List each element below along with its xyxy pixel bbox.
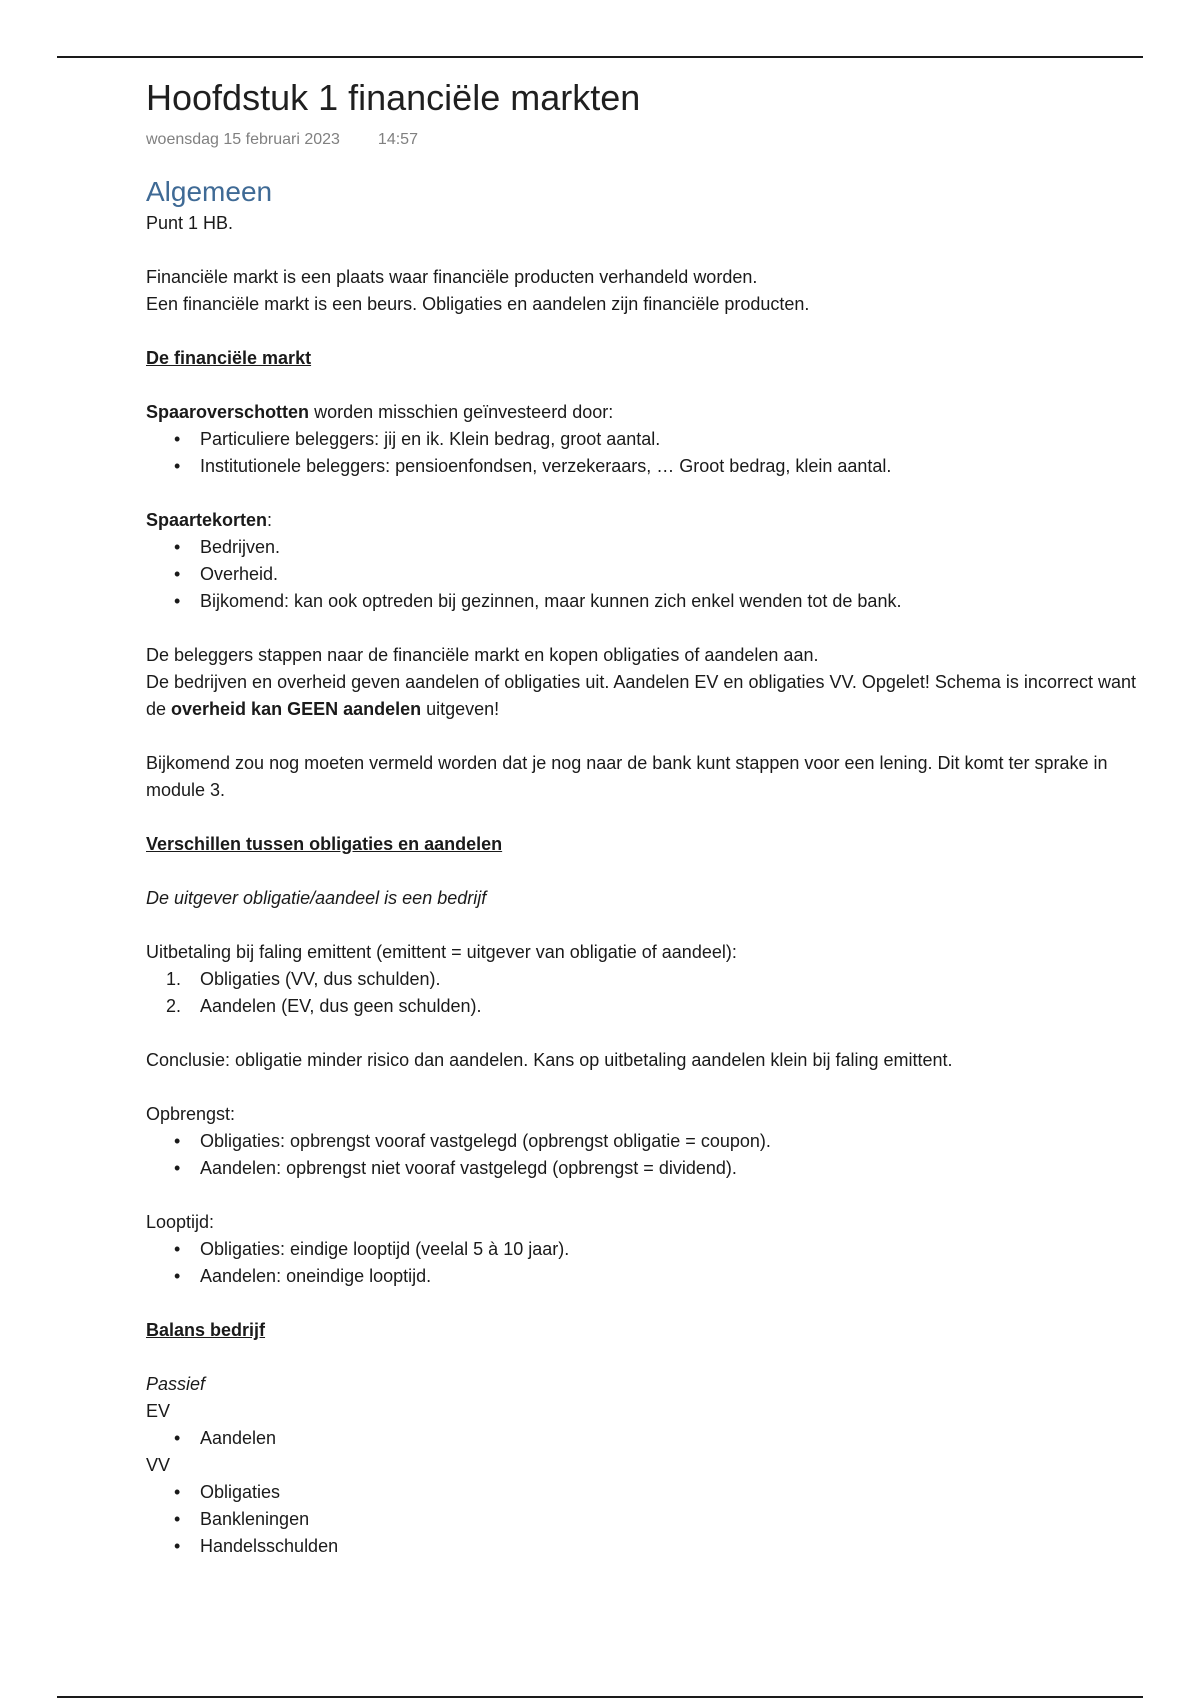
subheading-markt: De financiële markt	[146, 348, 312, 368]
spaartekorten-term: Spaartekorten	[146, 510, 268, 530]
list-item: • Overheid.	[146, 561, 1136, 588]
spaartekorten-text: :	[267, 510, 273, 530]
spaaroverschotten-line	[146, 399, 1136, 426]
bottom-rule	[57, 1696, 1143, 1698]
ev-list	[146, 1425, 1136, 1452]
page-time: 14:57	[377, 131, 418, 148]
list-item: • Bijkomend: kan ook optreden bij gezinnen, maar kunnen zich enkel wenden tot de bank.	[146, 588, 1136, 615]
page-date: woensdag 15 februari 2023	[146, 131, 340, 148]
list-text: Obligaties (VV, dus schulden).	[200, 969, 441, 989]
list-item	[146, 966, 1136, 993]
list-item: • Handelsschulden	[146, 1533, 1136, 1560]
list-item: • Particuliere beleggers: jij en ik. Klein bedrag, groot aantal.	[146, 426, 1136, 453]
looptijd-list	[146, 1236, 1136, 1290]
list-text: Aandelen (EV, dus geen schulden).	[200, 996, 482, 1016]
spaaroverschotten-list	[146, 426, 1136, 480]
list-item: • Bankleningen	[146, 1506, 1136, 1533]
list-item: • Aandelen: opbrengst niet vooraf vastgelegd (opbrengst = dividend).	[146, 1155, 1136, 1182]
spaaroverschotten-text: worden misschien geïnvesteerd door:	[309, 402, 614, 422]
vv-label: VV	[146, 1455, 171, 1475]
list-item: • Obligaties	[146, 1479, 1136, 1506]
page-meta	[146, 128, 1136, 152]
bank-paragraph: Bijkomend zou nog moeten vermeld worden dat je nog naar de bank kunt stappen voor een lening. Dit komt ter sprake in module 3.	[146, 753, 1108, 800]
ev-label: EV	[146, 1401, 171, 1421]
intro-line-3: Een financiële markt is een beurs. Obligaties en aandelen zijn financiële producten.	[146, 294, 810, 314]
uitbetaling-line: Uitbetaling bij faling emittent (emittent = uitgever van obligatie of aandeel):	[146, 942, 737, 962]
list-item: • Aandelen: oneindige looptijd.	[146, 1263, 1136, 1290]
section-heading: Algemeen	[146, 176, 273, 207]
subheading-balans: Balans bedrijf	[146, 1320, 266, 1340]
verschillen-subtitle: De uitgever obligatie/aandeel is een bedrijf	[146, 888, 487, 908]
page-title: Hoofdstuk 1 financiële markten	[146, 77, 641, 118]
list-item: • Obligaties: eindige looptijd (veelal 5 à 10 jaar).	[146, 1236, 1136, 1263]
spaartekorten-list	[146, 534, 1136, 615]
top-rule	[57, 56, 1143, 58]
bedrijven-bold: overheid kan GEEN aandelen	[171, 699, 422, 719]
spaaroverschotten-term: Spaaroverschotten	[146, 402, 310, 422]
passief-label: Passief	[146, 1374, 206, 1394]
list-item: • Obligaties: opbrengst vooraf vastgelegd (opbrengst obligatie = coupon).	[146, 1128, 1136, 1155]
bedrijven-text-a: De bedrijven en overheid geven aandelen of obligaties uit. Aandelen EV en obligaties VV. Opgelet! Schema is incorrect want de	[146, 672, 1136, 719]
conclusie-line: Conclusie: obligatie minder risico dan aandelen. Kans op uitbetaling aandelen klein bij faling emittent.	[146, 1050, 953, 1070]
beleggers-paragraph: De beleggers stappen naar de financiële markt en kopen obligaties of aandelen aan.	[146, 645, 819, 665]
bedrijven-text-b: uitgeven!	[421, 699, 500, 719]
intro-line-1: Punt 1 HB.	[146, 213, 234, 233]
uitbetaling-list	[146, 966, 1136, 1020]
opbrengst-list	[146, 1128, 1136, 1182]
list-number: 1.	[166, 969, 182, 989]
list-number: 2.	[166, 996, 182, 1016]
list-item: • Bedrijven.	[146, 534, 1136, 561]
vv-list	[146, 1479, 1136, 1560]
note-page	[146, 72, 1136, 1560]
intro-line-2: Financiële markt is een plaats waar financiële producten verhandeld worden.	[146, 267, 758, 287]
subheading-verschillen: Verschillen tussen obligaties en aandelen	[146, 834, 503, 854]
list-item	[146, 993, 1136, 1020]
bedrijven-paragraph	[146, 669, 1136, 723]
opbrengst-label: Opbrengst:	[146, 1104, 236, 1124]
spaartekorten-line	[146, 507, 1136, 534]
list-item: • Aandelen	[146, 1425, 1136, 1452]
looptijd-label: Looptijd:	[146, 1212, 215, 1232]
list-item: • Institutionele beleggers: pensioenfondsen, verzekeraars, … Groot bedrag, klein aantal.	[146, 453, 1136, 480]
